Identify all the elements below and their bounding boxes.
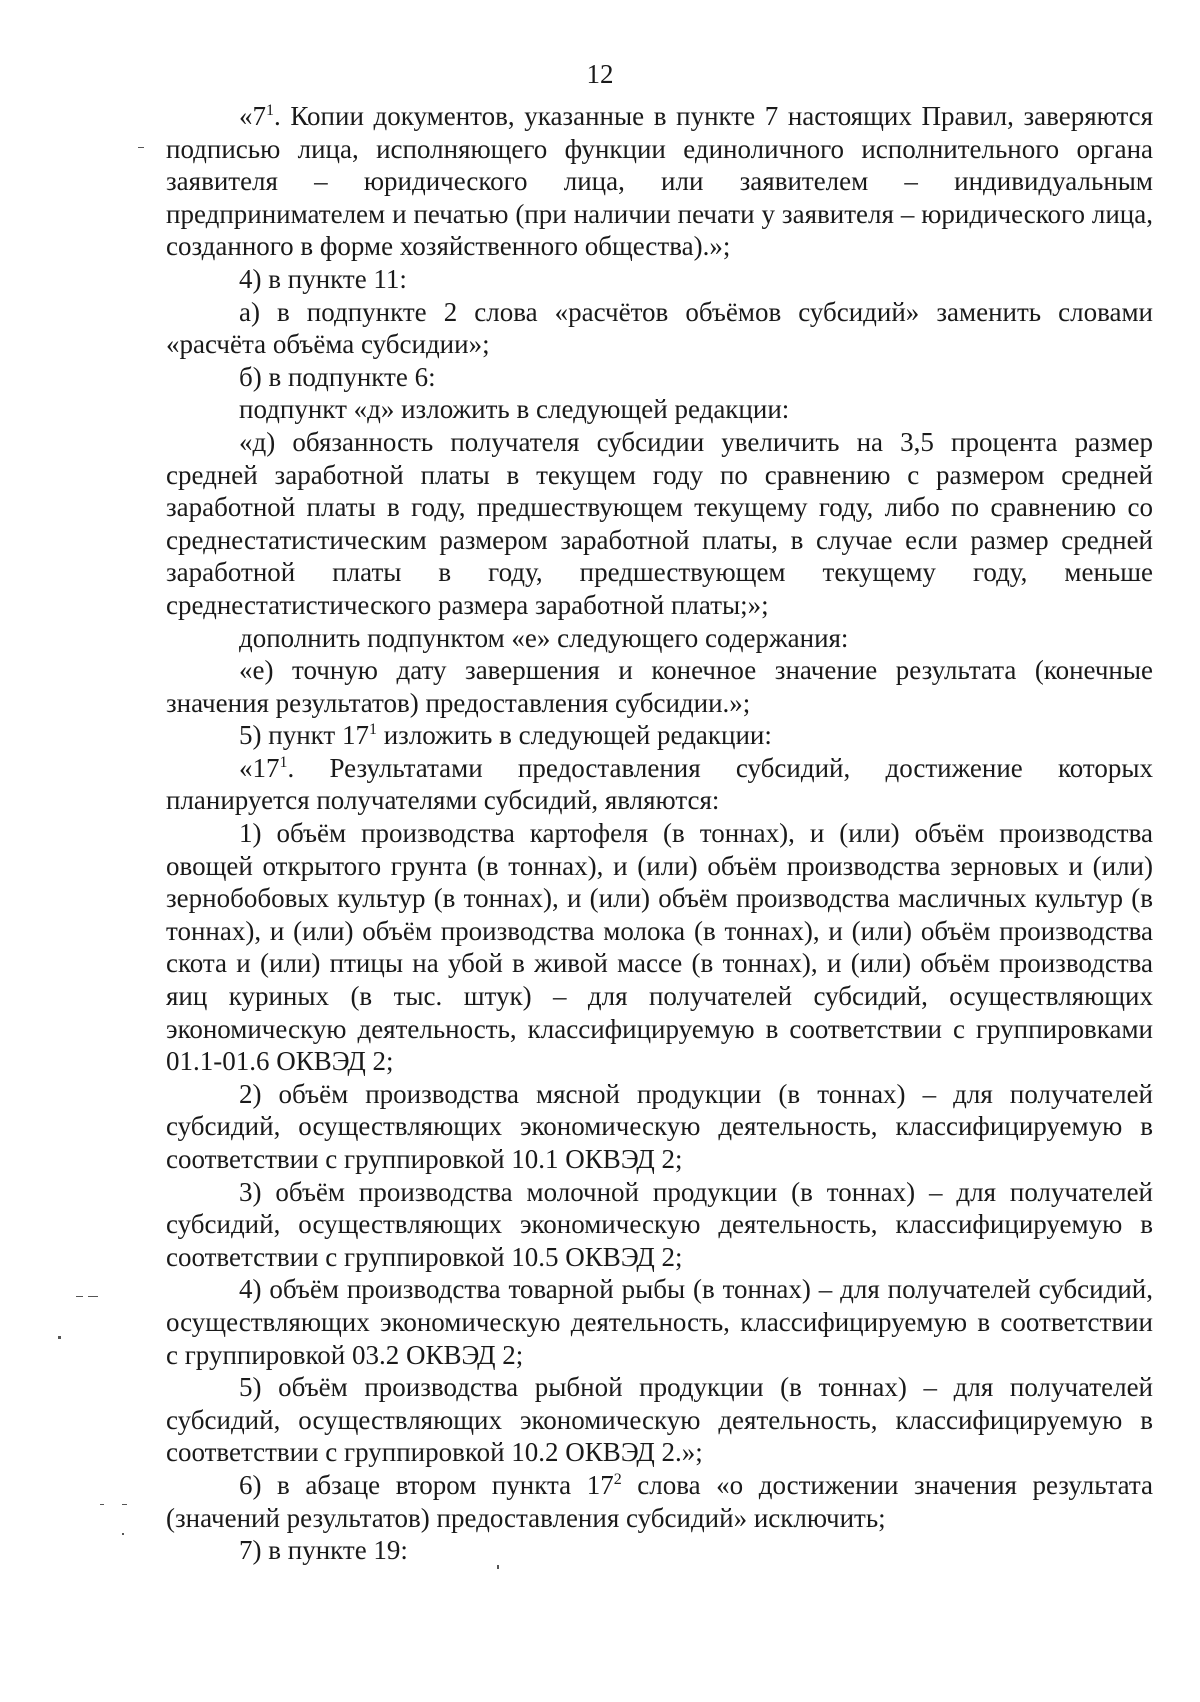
scan-speck xyxy=(88,1296,98,1297)
superscript: 1 xyxy=(368,721,377,739)
paragraph-17-1-quote: «$17^1$. Результатами предоставления субсидий, достижение которых планируется получателями субсидий, являются: xyxy=(166,752,1153,816)
paragraph-subitem-d-text: «д) обязанность получателя субсидии увеличить на 3,5 процента размер средней заработной платы в текущем году по сравнению с размером средней заработной платы в году, предшествующем текущему году, либо по сравнению со среднестатистическим размером заработной платы, в случае если размер средней заработной платы в году, предшествующем текущему году, меньше среднестатистического размера заработной платы;»; xyxy=(166,426,1153,620)
paragraph-item-7: 7) в пункте 19: xyxy=(239,1535,408,1566)
scan-speck xyxy=(497,1565,499,1569)
paragraph-item-4: 4) в пункте 11: xyxy=(239,263,407,294)
paragraph-item-5: 5) пункт $17^1$ изложить в следующей редакции: xyxy=(239,720,772,751)
paragraph-result-2: 2) объём производства мясной продукции (в тоннах) – для получателей субсидий, осуществляющих экономическую деятельность, классифицируемую в соответствии с группировкой 10.1 ОКВЭД 2; xyxy=(166,1078,1153,1174)
paragraph-result-3: 3) объём производства молочной продукции (в тоннах) – для получателей субсидий, осуществляющих экономическую деятельность, классифицируемую в соответствии с группировкой 10.5 ОКВЭД 2; xyxy=(166,1176,1153,1272)
scan-speck xyxy=(58,1336,61,1339)
paragraph-subitem-d-intro: подпункт «д» изложить в следующей редакции: xyxy=(239,394,790,425)
scan-speck xyxy=(122,1533,124,1535)
paragraph-subitem-e-text: «е) точную дату завершения и конечное значение результата (конечные значения результатов) предоставления субсидии.»; xyxy=(166,655,1153,718)
superscript: 1 xyxy=(279,753,288,771)
scan-speck xyxy=(76,1296,83,1297)
paragraph-result-5: 5) объём производства рыбной продукции (в тоннах) – для получателей субсидий, осуществляющих экономическую деятельность, классифицируемую в соответствии с группировкой 10.2 ОКВЭД 2.»; xyxy=(166,1372,1153,1468)
paragraph-result-1: 1) объём производства картофеля (в тоннах), и (или) объём производства овощей открытого грунта (в тоннах), и (или) объём производства зерновых и (или) зернобобовых культур (в тоннах), и (или) объём производства масличных культур (в тоннах), и (или) объём производства молока (в тоннах), и (или) объём производства скота и (или) птицы на убой в живой массе (в тоннах), и (или) объём производства яиц куриных (в тыс. штук) – для получателей субсидий, осуществляющих экономическую деятельность, классифицируемую в соответствии с группировками 01.1-01.6 ОКВЭД 2; xyxy=(166,818,1153,1077)
superscript: 2 xyxy=(613,1470,622,1488)
paragraph-result-4: 4) объём производства товарной рыбы (в тоннах) – для получателей субсидий, осуществляющих экономическую деятельность, классифицируемую в соответствии с группировкой 03.2 ОКВЭД 2; xyxy=(166,1274,1153,1370)
paragraph-subitem-e-intro: дополнить подпунктом «е» следующего содержания: xyxy=(239,622,849,653)
paragraph-item-6: 6) в абзаце втором пункта $17^2$ слова «о достижении значения результата (значений результатов) предоставления субсидий» исключить; xyxy=(166,1469,1153,1533)
scan-speck xyxy=(138,147,144,148)
page-number: 12 xyxy=(586,59,614,89)
document-body xyxy=(166,100,1153,1567)
superscript: 1 xyxy=(266,102,274,119)
paragraph-item-4b: б) в подпункте 6: xyxy=(239,361,436,392)
paragraph-7-1-quote: «$7^1$. Копии документов, указанные в пункте 7 настоящих Правил, заверяются подписью лица, исполняющего функции единоличного исполнительного органа заявителя – юридического лица, или заявителем – индивидуальным предпринимателем и печатью (при наличии печати у заявителя – юридического лица, созданного в форме хозяйственного общества).»; xyxy=(166,101,1153,262)
paragraph-item-4a: а) в подпункте 2 слова «расчётов объёмов субсидий» заменить словами «расчёта объёма субсидии»; xyxy=(166,296,1153,360)
scan-speck xyxy=(122,1504,127,1505)
scan-speck xyxy=(100,1504,104,1505)
